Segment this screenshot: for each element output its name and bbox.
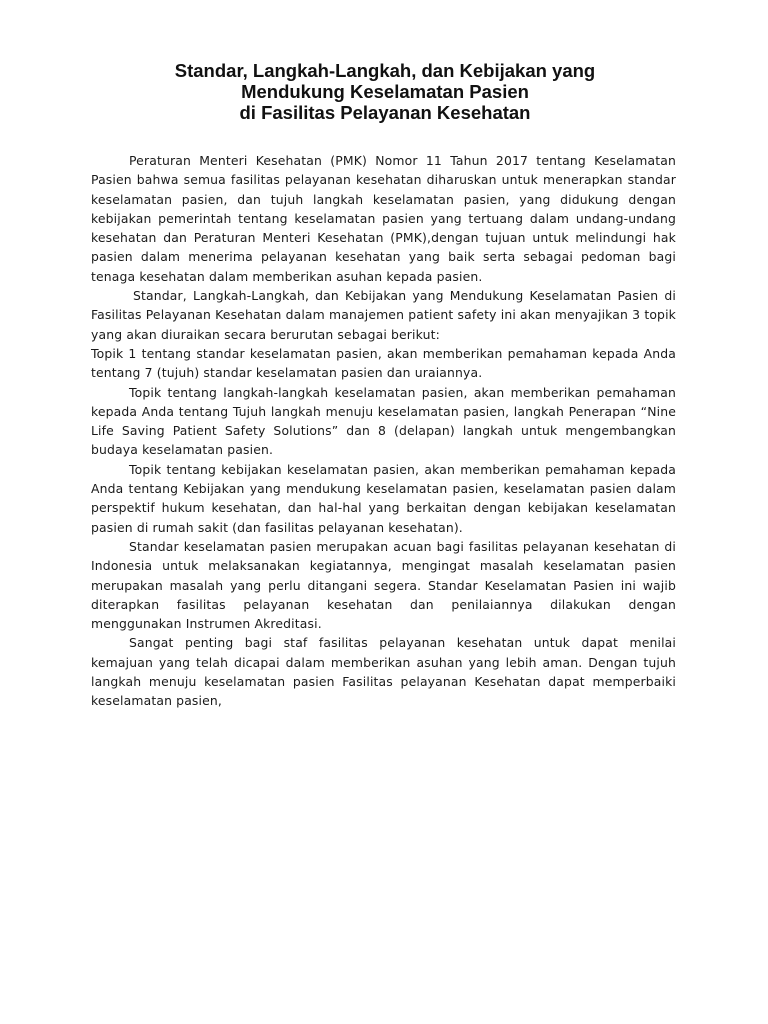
paragraph-overview: Standar, Langkah-Langkah, dan Kebijakan yang Mendukung Keselamatan Pasien di Fasilitas Pelayanan Kesehatan dalam manajemen patient safety ini akan menyajikan 3 topik yang akan diuraikan secara berurutan sebagai berikut: (91, 288, 676, 342)
paragraph-topic-1: Topik 1 tentang standar keselamatan pasien, akan memberikan pemahaman kepada Anda tentang 7 (tujuh) standar keselamatan pasien dan uraiannya. (91, 345, 676, 381)
paragraph-pmk-intro: Peraturan Menteri Kesehatan (PMK) Nomor 11 Tahun 2017 tentang Keselamatan Pasien bahwa semua fasilitas pelayanan kesehatan diharuskan untuk menerapkan standar keselamatan pasien, dan tujuh langkah keselamatan pasien, yang didukung dengan kebijakan pemerintah tentang keselamatan pasien yang tertuang dalam undang-undang kesehatan dan Peraturan Menteri Kesehatan (PMK),dengan tujuan untuk melindungi hak pasien dalam menerima pelayanan kesehatan yang baik serta sebagai pedoman bagi tenaga kesehatan dalam memberikan asuhan kepada pasien. (91, 153, 676, 284)
document-title (90, 60, 680, 123)
paragraph-topic-2: Topik tentang langkah-langkah keselamatan pasien, akan memberikan pemahaman kepada Anda tentang Tujuh langkah menuju keselamatan pasien, langkah Penerapan “Nine Life Saving Patient Safety Solutions” dan 8 (delapan) langkah untuk mengembangkan budaya keselamatan pasien. (91, 384, 676, 458)
paragraph-topic-3: Topik tentang kebijakan keselamatan pasien, akan memberikan pemahaman kepada Anda tentang Kebijakan yang mendukung keselamatan pasien, keselamatan pasien dalam perspektif hukum kesehatan, dan hal-hal yang berkaitan dengan kebijakan keselamatan pasien di rumah sakit (dan fasilitas pelayanan kesehatan). (91, 461, 676, 535)
title-line-1: Standar, Langkah-Langkah, dan Kebijakan yang (174, 60, 596, 81)
document-body (91, 151, 676, 711)
title-line-2: Mendukung Keselamatan Pasien (241, 81, 529, 102)
paragraph-standard: Standar keselamatan pasien merupakan acuan bagi fasilitas pelayanan kesehatan di Indonesia untuk melaksanakan kegiatannya, mengingat masalah keselamatan pasien merupakan masalah yang perlu ditangani segera. Standar Keselamatan Pasien ini wajib diterapkan fasilitas pelayanan kesehatan dan penilaiannya dilakukan dengan menggunakan Instrumen Akreditasi. (91, 538, 676, 632)
title-line-3: di Fasilitas Pelayanan Kesehatan (239, 102, 531, 123)
paragraph-closing: Sangat penting bagi staf fasilitas pelayanan kesehatan untuk dapat menilai kemajuan yang telah dicapai dalam memberikan asuhan yang lebih aman. Dengan tujuh langkah menuju keselamatan pasien Fasilitas pelayanan Kesehatan dapat memperbaiki keselamatan pasien, (91, 635, 676, 709)
